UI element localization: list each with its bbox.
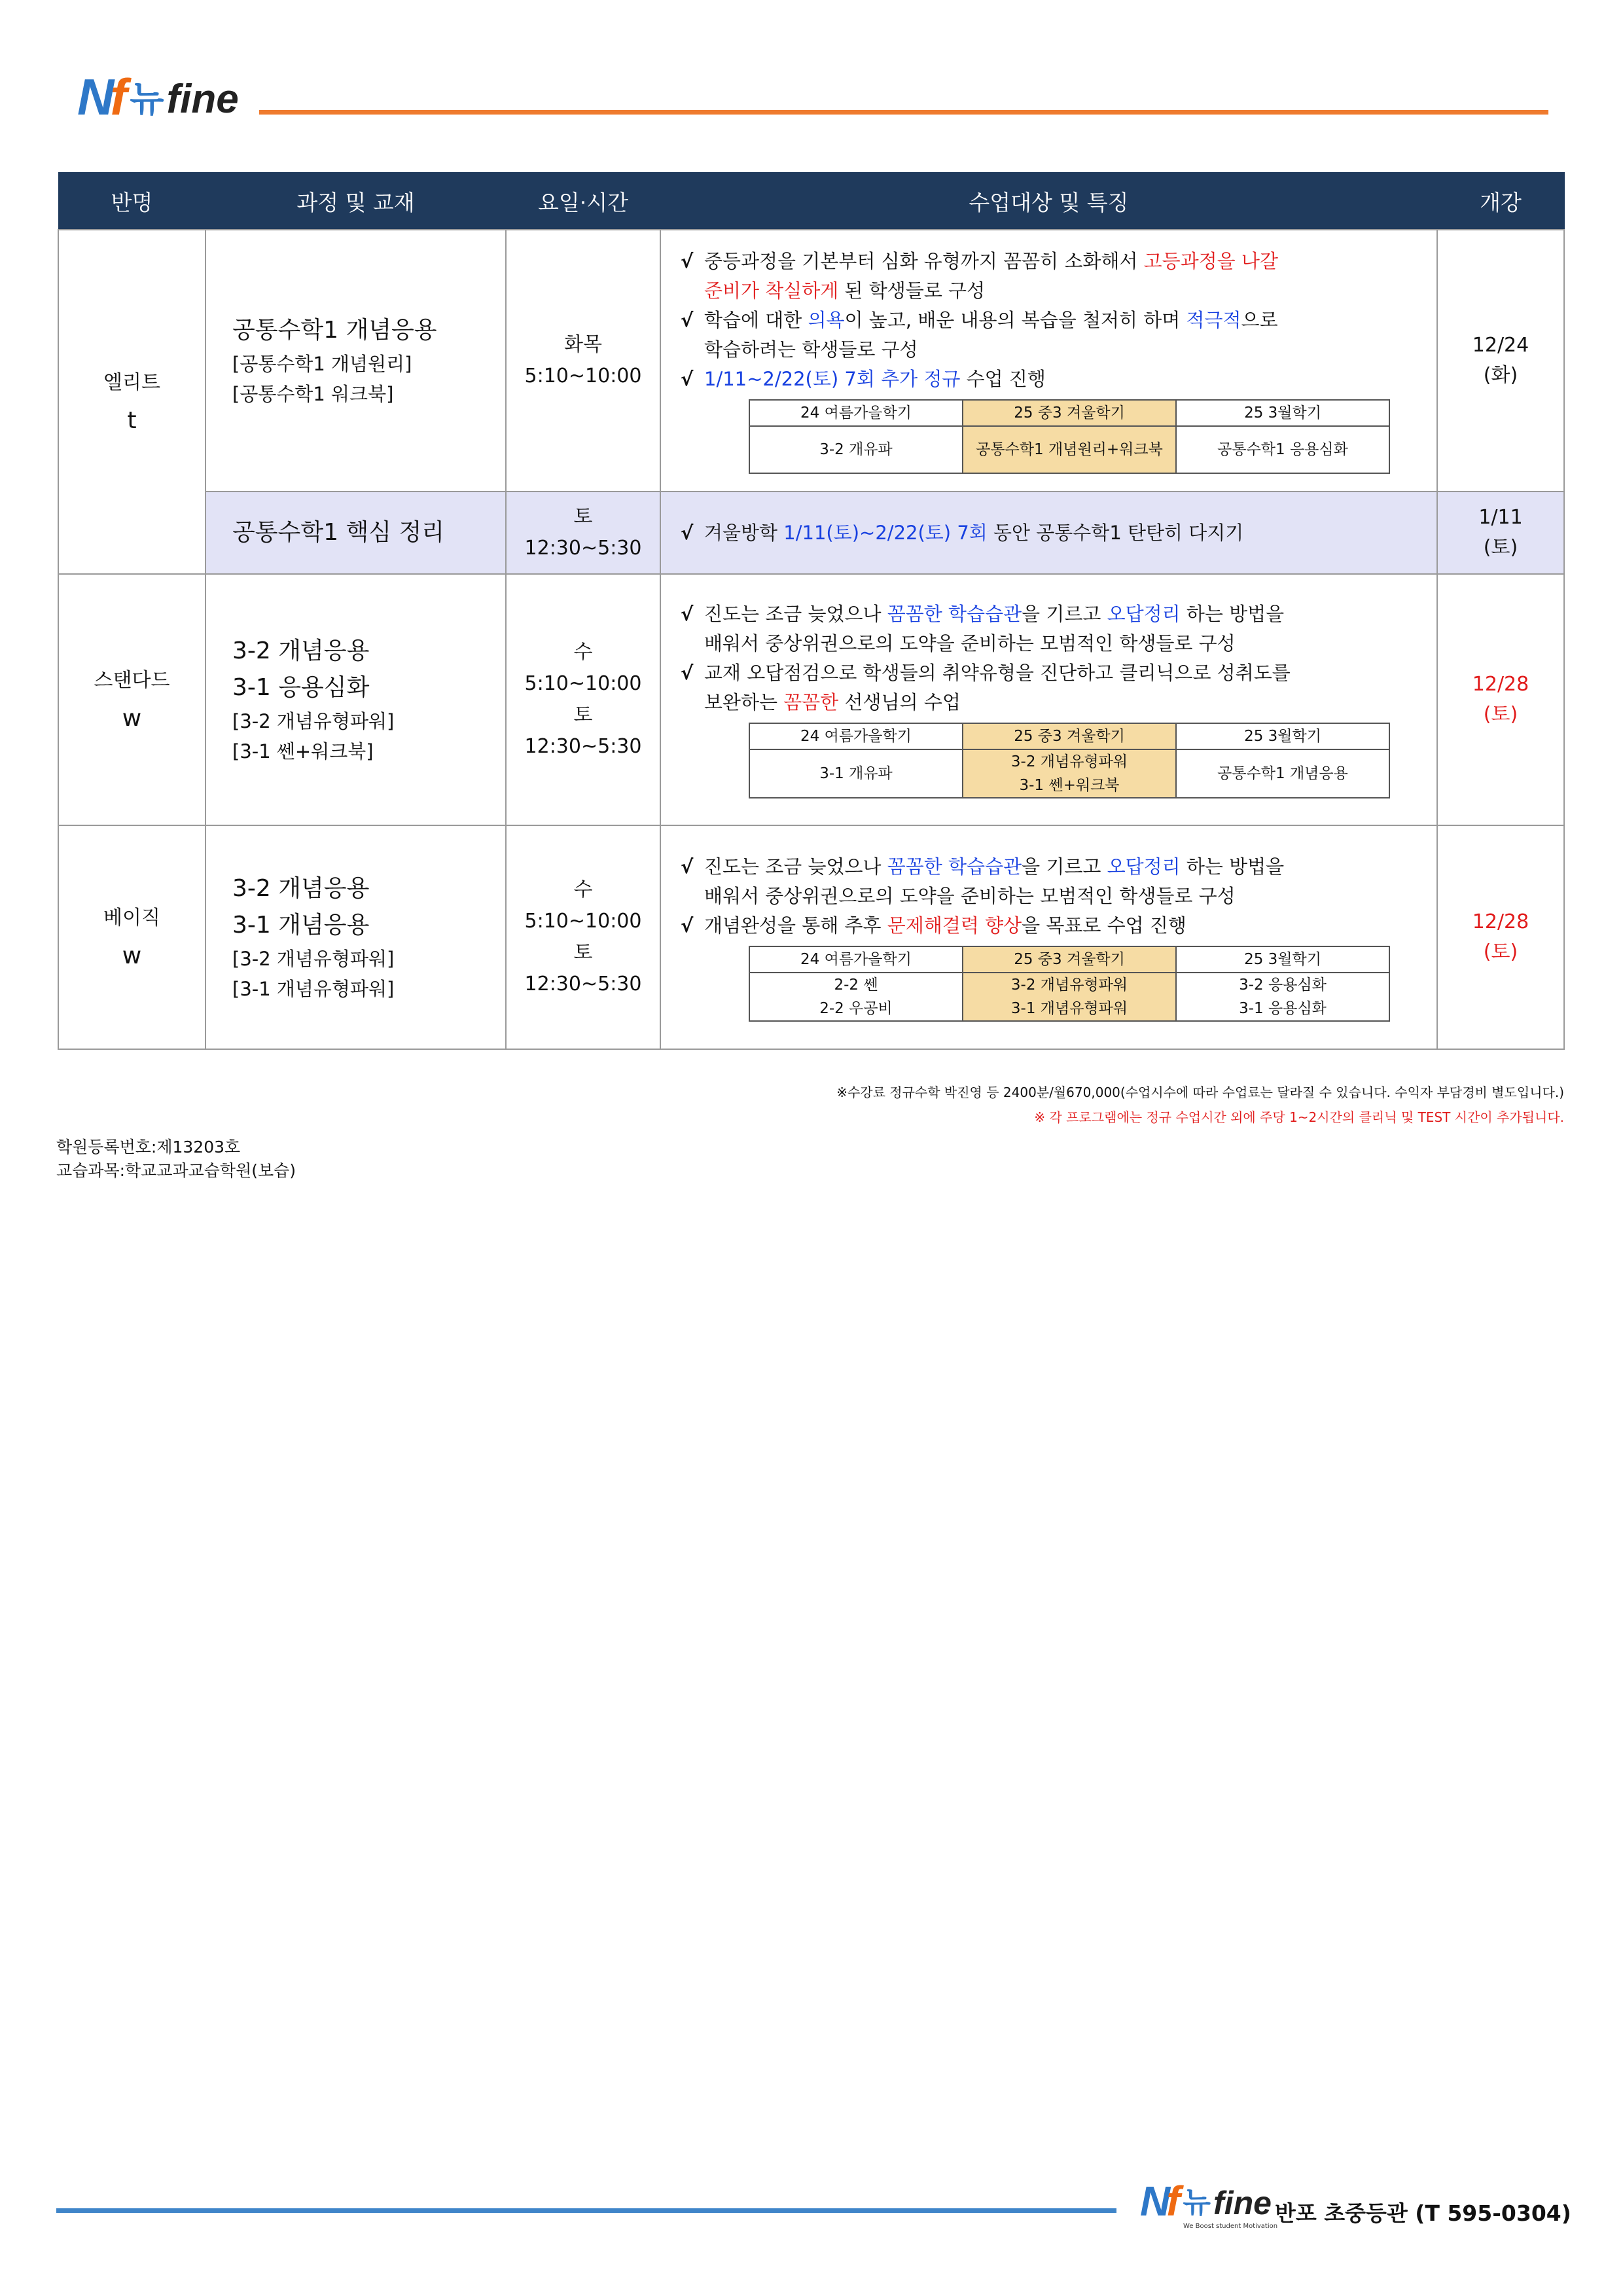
logo-mark: Nf bbox=[77, 68, 124, 126]
course-cell bbox=[205, 574, 506, 825]
time-cell bbox=[506, 825, 660, 1049]
class-name: 스탠다드 bbox=[94, 669, 170, 692]
logo-name-en: fine bbox=[166, 77, 239, 122]
feature-line: √ 진도는 조금 늦었으나 꼼꼼한 학습습관을 기르고 오답정리 하는 방법을 bbox=[681, 852, 1423, 882]
progression-cell: 3-2 개유파 bbox=[749, 426, 963, 473]
time-cell bbox=[506, 492, 660, 574]
class-time: 5:10~10:00 bbox=[524, 910, 642, 933]
class-name-cell bbox=[58, 230, 205, 574]
course-book: [3-1 개념유형파워] bbox=[232, 978, 395, 1000]
clinic-note: ※ 각 프로그램에는 정규 수업시간 외에 주당 1~2시간의 클리닉 및 TEST 시간이 추가됩니다. bbox=[1034, 1109, 1564, 1125]
open-date-cell bbox=[1437, 492, 1564, 574]
progression-header: 25 3월학기 bbox=[1176, 400, 1389, 426]
header-time: 요일·시간 bbox=[506, 173, 660, 230]
feature-line: √ 1/11~2/22(토) 7회 추가 정규 수업 진행 bbox=[681, 365, 1423, 394]
course-title: 3-1 응용심화 bbox=[232, 674, 370, 701]
class-time: 5:10~10:00 bbox=[524, 365, 642, 387]
progression-cell: 공통수학1 응용심화 bbox=[1176, 426, 1389, 473]
time-cell bbox=[506, 230, 660, 492]
table-row bbox=[58, 230, 1564, 492]
brand-logo bbox=[77, 68, 239, 126]
footer-divider bbox=[56, 2208, 1116, 2213]
logo-name-kr: 뉴 bbox=[130, 79, 164, 120]
open-date-cell bbox=[1437, 574, 1564, 825]
features-cell bbox=[660, 230, 1437, 492]
progression-table bbox=[749, 399, 1390, 474]
branch-contact: 반포 초중등관 (T 595-0304) bbox=[1275, 2200, 1571, 2226]
time-cell bbox=[506, 574, 660, 825]
course-cell bbox=[205, 825, 506, 1049]
registration-subject: 교습과목:학교교과교습학원(보습) bbox=[56, 1161, 296, 1180]
class-time: 12:30~5:30 bbox=[524, 735, 642, 758]
course-title: 3-1 개념응용 bbox=[232, 912, 370, 939]
footer-logo bbox=[1140, 2179, 1272, 2223]
feature-line: 학습하려는 학생들로 구성 bbox=[704, 338, 918, 361]
table-row bbox=[58, 492, 1564, 574]
header-divider bbox=[259, 110, 1548, 115]
class-sub: w bbox=[122, 942, 142, 969]
progression-cell: 3-2 개념유형파워 3-1 쎈+워크북 bbox=[963, 749, 1176, 798]
class-day: 토 bbox=[573, 505, 593, 528]
class-day: 화목 bbox=[564, 333, 602, 356]
course-title: 3-2 개념응용 bbox=[232, 637, 370, 664]
progression-cell: 3-2 개념유형파워 3-1 개념유형파워 bbox=[963, 973, 1176, 1021]
open-date-cell bbox=[1437, 230, 1564, 492]
logo-name-en: fine bbox=[1213, 2185, 1272, 2221]
table-row bbox=[58, 574, 1564, 825]
logo-tagline: We Boost student Motivation bbox=[1183, 2223, 1278, 2230]
features-cell bbox=[660, 574, 1437, 825]
class-time: 5:10~10:00 bbox=[524, 672, 642, 695]
course-title: 공통수학1 개념응용 bbox=[232, 317, 437, 344]
open-weekday: (토) bbox=[1483, 941, 1518, 963]
progression-table bbox=[749, 723, 1390, 798]
feature-line: √ 교재 오답점검으로 학생들의 취약유형을 진단하고 클리닉으로 성취도를 bbox=[681, 658, 1423, 688]
open-date: 12/28 bbox=[1472, 673, 1529, 696]
class-day: 수 bbox=[573, 641, 593, 664]
check-icon: √ bbox=[681, 855, 694, 878]
class-time: 12:30~5:30 bbox=[524, 973, 642, 996]
progression-header: 25 3월학기 bbox=[1176, 723, 1389, 749]
class-day: 토 bbox=[573, 704, 593, 726]
class-time: 12:30~5:30 bbox=[524, 537, 642, 560]
table-row bbox=[58, 825, 1564, 1049]
progression-cell: 공통수학1 개념원리+워크북 bbox=[963, 426, 1176, 473]
progression-header: 24 여름가을학기 bbox=[749, 946, 963, 973]
feature-line: √ 겨울방학 1/11(토)~2/22(토) 7회 동안 공통수학1 탄탄히 다지기 bbox=[681, 518, 1423, 548]
feature-line: 준비가 착실하게 된 학생들로 구성 bbox=[704, 279, 986, 302]
progression-table bbox=[749, 946, 1390, 1022]
header-features: 수업대상 및 특징 bbox=[660, 173, 1437, 230]
class-sub: w bbox=[122, 705, 142, 732]
check-icon: √ bbox=[681, 603, 694, 625]
feature-line: √ 개념완성을 통해 추후 문제해결력 향상을 목표로 수업 진행 bbox=[681, 911, 1423, 941]
header-course: 과정 및 교재 bbox=[205, 173, 506, 230]
class-name: 엘리트 bbox=[103, 371, 160, 394]
progression-cell: 3-1 개유파 bbox=[749, 749, 963, 798]
class-name-cell bbox=[58, 574, 205, 825]
class-schedule-table bbox=[58, 172, 1565, 1050]
progression-header: 25 중3 겨울학기 bbox=[963, 723, 1176, 749]
feature-line: √ 중등과정을 기본부터 심화 유형까지 꼼꼼히 소화해서 고등과정을 나갈 bbox=[681, 247, 1423, 276]
progression-header: 24 여름가을학기 bbox=[749, 723, 963, 749]
course-title: 공통수학1 핵심 정리 bbox=[232, 519, 444, 546]
course-book: [3-2 개념유형파워] bbox=[232, 710, 395, 732]
check-icon: √ bbox=[681, 521, 694, 544]
check-icon: √ bbox=[681, 914, 694, 937]
open-date: 12/24 bbox=[1472, 334, 1529, 357]
feature-line: √ 진도는 조금 늦었으나 꼼꼼한 학습습관을 기르고 오답정리 하는 방법을 bbox=[681, 600, 1423, 629]
class-day: 수 bbox=[573, 878, 593, 901]
progression-header: 25 중3 겨울학기 bbox=[963, 946, 1176, 973]
check-icon: √ bbox=[681, 308, 694, 331]
progression-cell: 3-2 응용심화 3-1 응용심화 bbox=[1176, 973, 1389, 1021]
progression-header: 24 여름가을학기 bbox=[749, 400, 963, 426]
logo-name-kr: 뉴 bbox=[1183, 2186, 1211, 2219]
features-cell bbox=[660, 825, 1437, 1049]
course-cell bbox=[205, 492, 506, 574]
course-cell bbox=[205, 230, 506, 492]
header-class: 반명 bbox=[58, 173, 205, 230]
open-date-cell bbox=[1437, 825, 1564, 1049]
course-book: [3-2 개념유형파워] bbox=[232, 948, 395, 970]
open-date: 1/11 bbox=[1478, 506, 1523, 529]
check-icon: √ bbox=[681, 662, 694, 684]
check-icon: √ bbox=[681, 249, 694, 272]
course-book: [3-1 쎈+워크북] bbox=[232, 740, 374, 762]
course-book: [공통수학1 워크북] bbox=[232, 383, 394, 405]
class-name: 베이직 bbox=[103, 906, 160, 929]
fee-notes bbox=[836, 1080, 1564, 1130]
open-weekday: (화) bbox=[1483, 364, 1518, 387]
logo-mark: Nf bbox=[1140, 2178, 1177, 2225]
registration-number: 학원등록번호:제13203호 bbox=[56, 1138, 241, 1157]
table-header-row bbox=[58, 173, 1564, 230]
class-day: 토 bbox=[573, 941, 593, 964]
open-weekday: (토) bbox=[1483, 703, 1518, 726]
registration-info bbox=[56, 1136, 296, 1183]
feature-line: √ 학습에 대한 의욕이 높고, 배운 내용의 복습을 철저히 하며 적극적으로 bbox=[681, 306, 1423, 335]
class-name-cell bbox=[58, 825, 205, 1049]
check-icon: √ bbox=[681, 367, 694, 390]
fee-note: ※수강료 정규수학 박진영 등 2400분/월670,000(수업시수에 따라 수업료는 달라질 수 있습니다. 수익자 부담경비 별도입니다.) bbox=[836, 1085, 1564, 1100]
open-date: 12/28 bbox=[1472, 910, 1529, 933]
progression-cell: 공통수학1 개념응용 bbox=[1176, 749, 1389, 798]
progression-cell: 2-2 쎈 2-2 우공비 bbox=[749, 973, 963, 1021]
class-sub: t bbox=[127, 407, 137, 434]
feature-line: 배워서 중상위권으로의 도약을 준비하는 모범적인 학생들로 구성 bbox=[704, 884, 1236, 907]
header-open: 개강 bbox=[1437, 173, 1564, 230]
open-weekday: (토) bbox=[1483, 536, 1518, 559]
progression-header: 25 중3 겨울학기 bbox=[963, 400, 1176, 426]
progression-header: 25 3월학기 bbox=[1176, 946, 1389, 973]
page-header bbox=[77, 68, 1550, 126]
course-book: [공통수학1 개념원리] bbox=[232, 353, 412, 375]
feature-line: 배워서 중상위권으로의 도약을 준비하는 모범적인 학생들로 구성 bbox=[704, 632, 1236, 655]
feature-line: 보완하는 꼼꼼한 선생님의 수업 bbox=[704, 691, 961, 713]
course-title: 3-2 개념응용 bbox=[232, 875, 370, 902]
features-cell bbox=[660, 492, 1437, 574]
